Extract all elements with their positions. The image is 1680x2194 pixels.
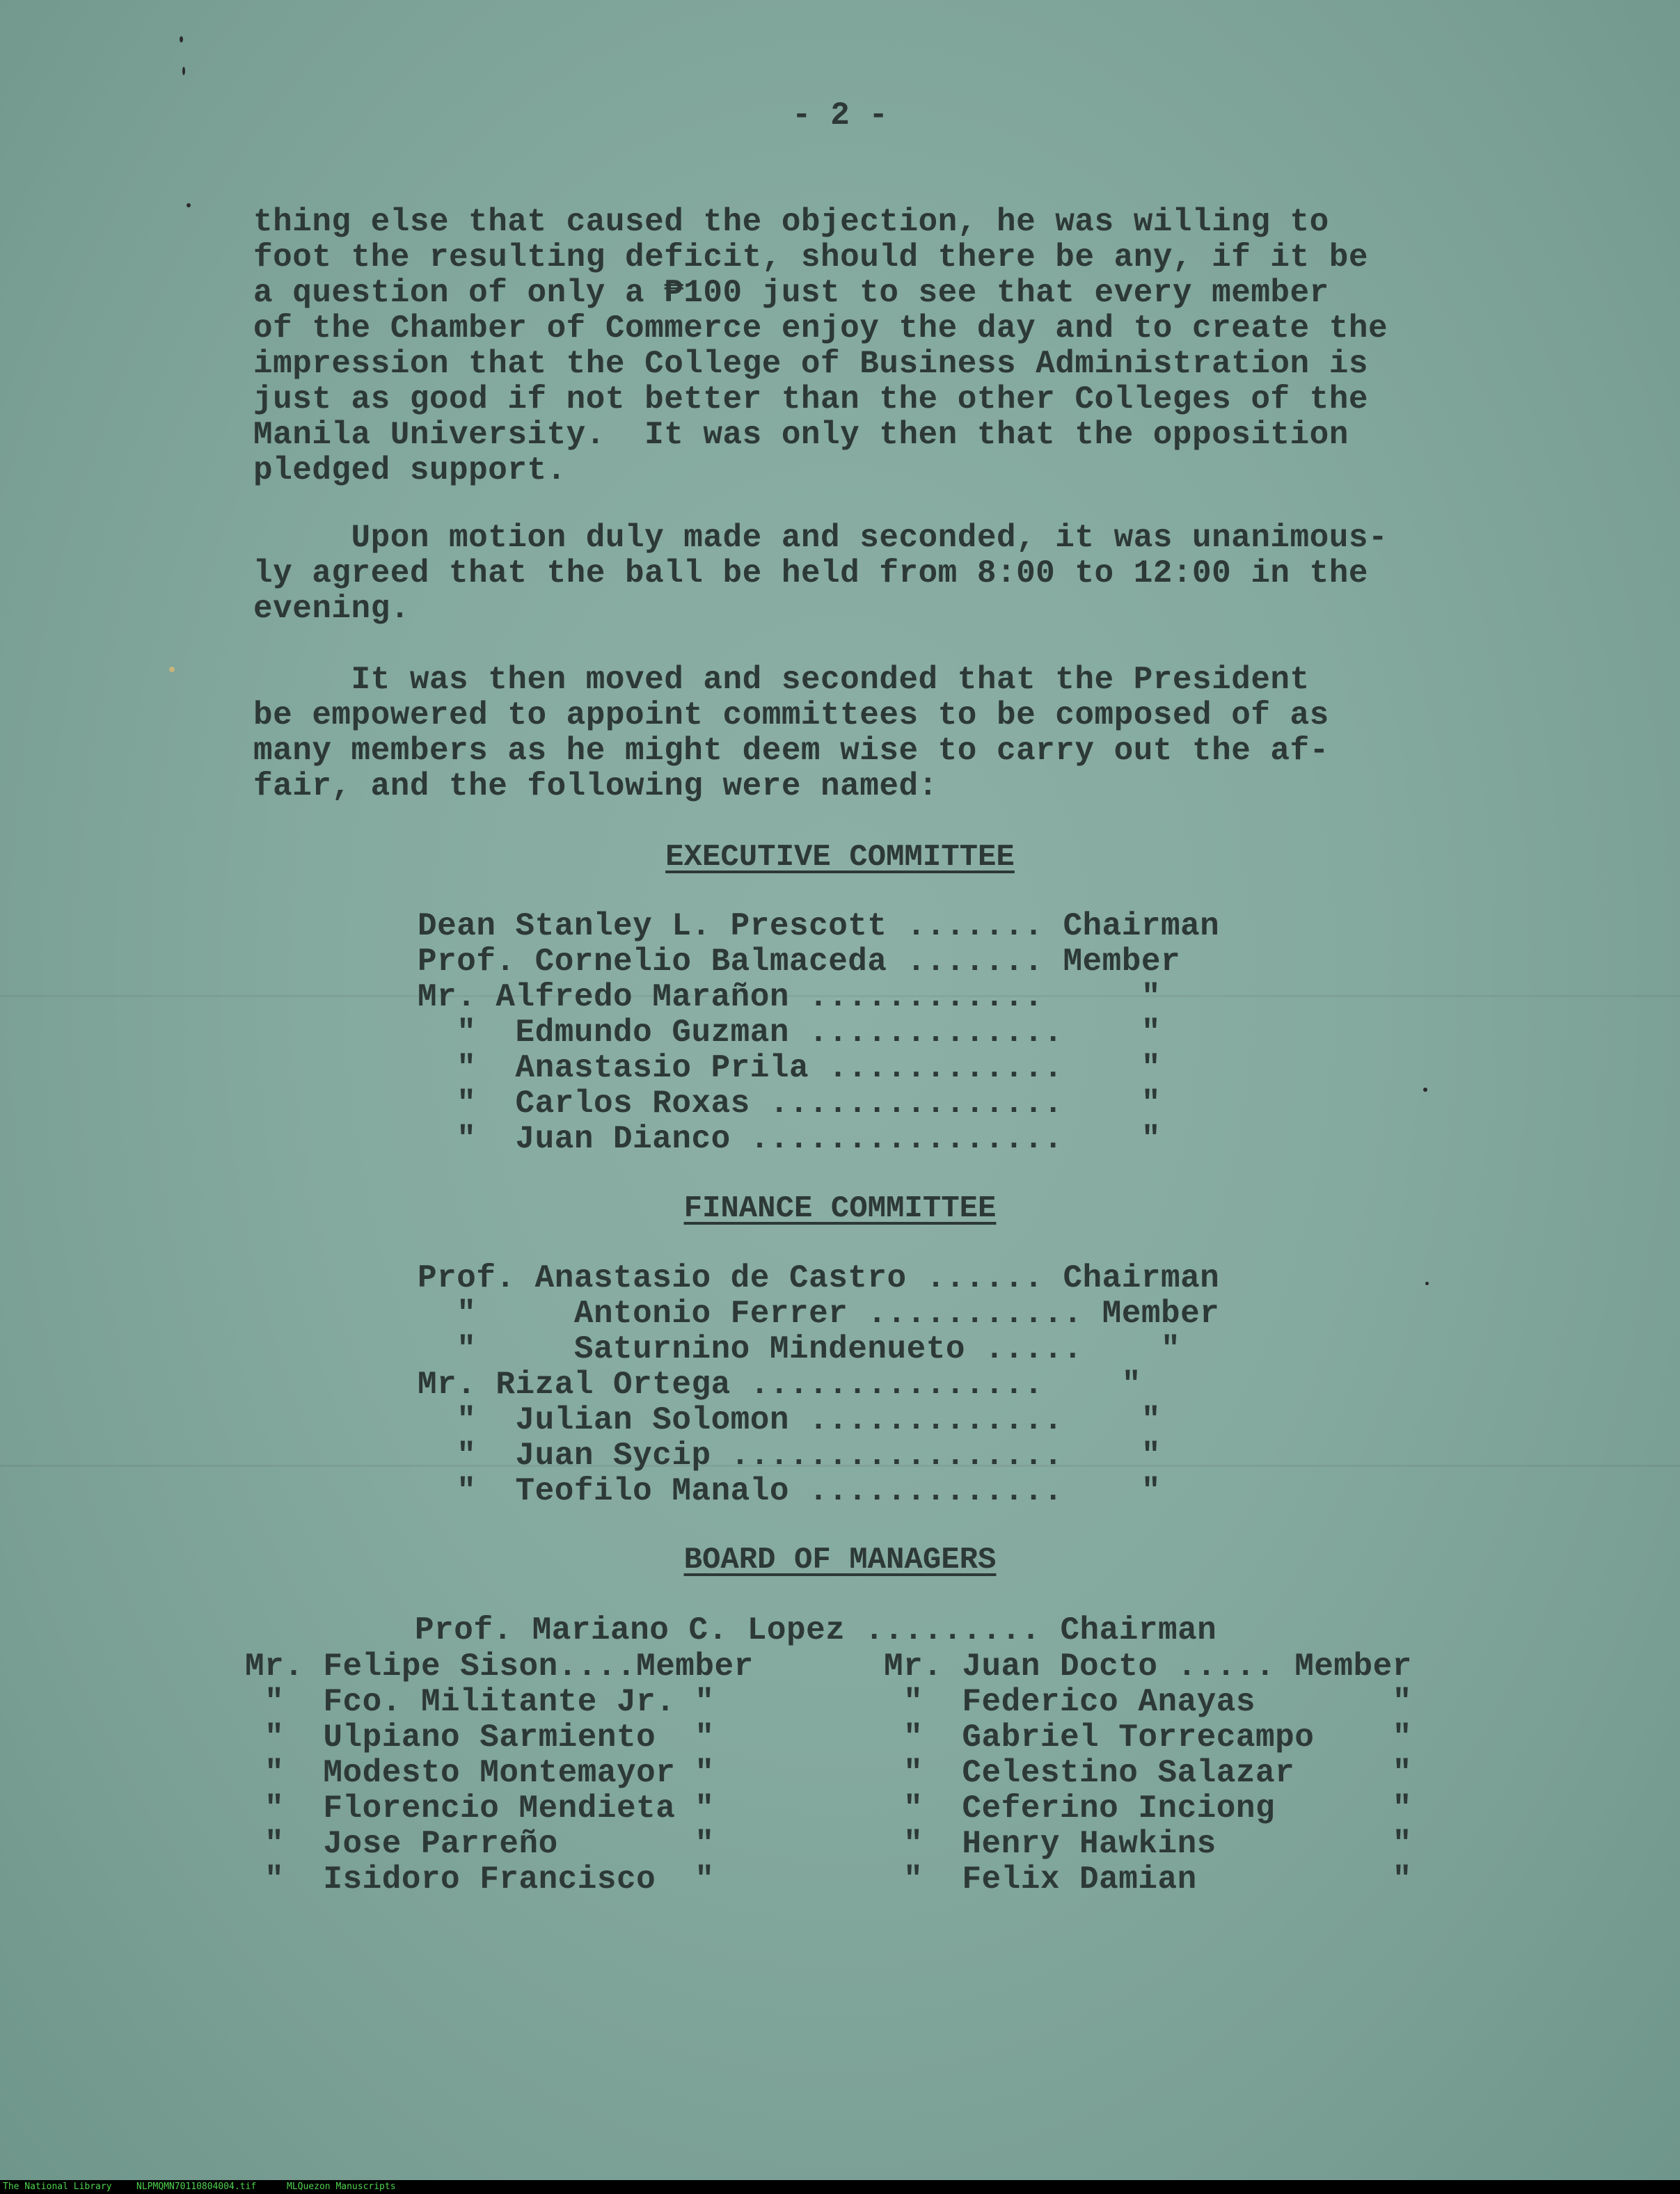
footer-filename: NLPMQMN70110804004.tif bbox=[136, 2181, 257, 2192]
committee-row: " Anastasio Prila ............ " bbox=[418, 1050, 1161, 1086]
ink-speck bbox=[180, 36, 183, 42]
committee-row: Mr. Alfredo Marañon ............ " bbox=[418, 979, 1161, 1015]
board-member: " Jose Parreño " bbox=[245, 1826, 715, 1862]
paragraph-3 bbox=[253, 662, 1562, 804]
scan-footer bbox=[0, 2180, 1680, 2194]
committee-row: " Juan Sycip ................. " bbox=[418, 1438, 1161, 1474]
committee-row: " Julian Solomon ............. " bbox=[418, 1402, 1161, 1438]
board-member: " Florencio Mendieta " bbox=[245, 1790, 715, 1827]
finance-committee-heading: FINANCE COMMITTEE bbox=[683, 1191, 997, 1226]
text-line: impression that the College of Business Administration is bbox=[253, 346, 1368, 382]
board-member: Mr. Felipe Sison....Member bbox=[245, 1648, 754, 1685]
committee-row: Prof. Anastasio de Castro ...... Chairman bbox=[418, 1260, 1220, 1296]
text-line: ly agreed that the ball be held from 8:00 to 12:00 in the bbox=[253, 555, 1368, 591]
ink-speck bbox=[169, 667, 175, 672]
text-line: many members as he might deem wise to carry out the af- bbox=[253, 733, 1329, 769]
executive-committee-list bbox=[418, 909, 1461, 1157]
board-members-right bbox=[884, 1649, 1580, 1898]
finance-committee-list bbox=[418, 1261, 1461, 1509]
committee-row: " Edmundo Guzman ............. " bbox=[418, 1015, 1161, 1051]
committee-row: Mr. Rizal Ortega ............... " bbox=[418, 1367, 1141, 1403]
executive-committee-heading: EXECUTIVE COMMITTEE bbox=[665, 840, 1015, 875]
text-line: It was then moved and seconded that the President bbox=[253, 662, 1310, 698]
committee-row: " Teofilo Manalo ............. " bbox=[418, 1473, 1161, 1509]
ink-speck bbox=[182, 67, 185, 75]
committee-row: " Saturnino Mindenueto ..... " bbox=[418, 1331, 1181, 1367]
board-member: Mr. Juan Docto ..... Member bbox=[884, 1648, 1412, 1685]
text-line: Manila University. It was only then that the opposition bbox=[253, 417, 1349, 453]
text-line: foot the resulting deficit, should there be any, if it be bbox=[253, 239, 1368, 276]
committee-row: " Antonio Ferrer ........... Member bbox=[418, 1296, 1220, 1332]
board-member: " Felix Damian " bbox=[884, 1861, 1412, 1898]
text-line: a question of only a ₱100 just to see that every member bbox=[253, 275, 1329, 311]
footer-collection: MLQuezon Manuscripts bbox=[287, 2181, 396, 2192]
text-line: thing else that caused the objection, he was willing to bbox=[253, 204, 1329, 240]
committee-row: " Juan Dianco ................ " bbox=[418, 1121, 1161, 1157]
ink-speck bbox=[187, 203, 191, 207]
text-line: of the Chamber of Commerce enjoy the day and to create the bbox=[253, 310, 1388, 347]
board-member: " Federico Anayas " bbox=[884, 1684, 1412, 1720]
committee-row: " Carlos Roxas ............... " bbox=[418, 1086, 1161, 1122]
text-line: fair, and the following were named: bbox=[253, 768, 938, 804]
text-line: Upon motion duly made and seconded, it was unanimous- bbox=[253, 520, 1388, 556]
paragraph-1 bbox=[253, 205, 1562, 488]
board-member: " Ulpiano Sarmiento " bbox=[245, 1719, 715, 1756]
board-members-left bbox=[245, 1649, 871, 1898]
text-line: evening. bbox=[253, 591, 410, 627]
page-number: - 2 - bbox=[791, 97, 889, 134]
text-line: pledged support. bbox=[253, 452, 566, 488]
board-member: " Henry Hawkins " bbox=[884, 1826, 1412, 1862]
committee-row: Dean Stanley L. Prescott ....... Chairman bbox=[418, 908, 1220, 944]
text-line: just as good if not better than the other Colleges of the bbox=[253, 381, 1368, 418]
board-member: " Celestino Salazar " bbox=[884, 1755, 1412, 1791]
committee-row: Prof. Cornelio Balmaceda ....... Member bbox=[418, 944, 1181, 980]
board-member: " Fco. Militante Jr. " bbox=[245, 1684, 715, 1720]
board-chairman: Prof. Mariano C. Lopez ......... Chairman bbox=[415, 1612, 1217, 1648]
board-member: " Modesto Montemayor " bbox=[245, 1755, 715, 1791]
text-line: be empowered to appoint committees to be composed of as bbox=[253, 697, 1329, 733]
board-of-managers-heading: BOARD OF MANAGERS bbox=[683, 1543, 997, 1577]
board-member: " Isidoro Francisco " bbox=[245, 1861, 715, 1898]
paragraph-2 bbox=[253, 520, 1562, 627]
footer-library: The National Library bbox=[3, 2181, 112, 2192]
board-member: " Ceferino Inciong " bbox=[884, 1790, 1412, 1827]
board-member: " Gabriel Torrecampo " bbox=[884, 1719, 1412, 1756]
